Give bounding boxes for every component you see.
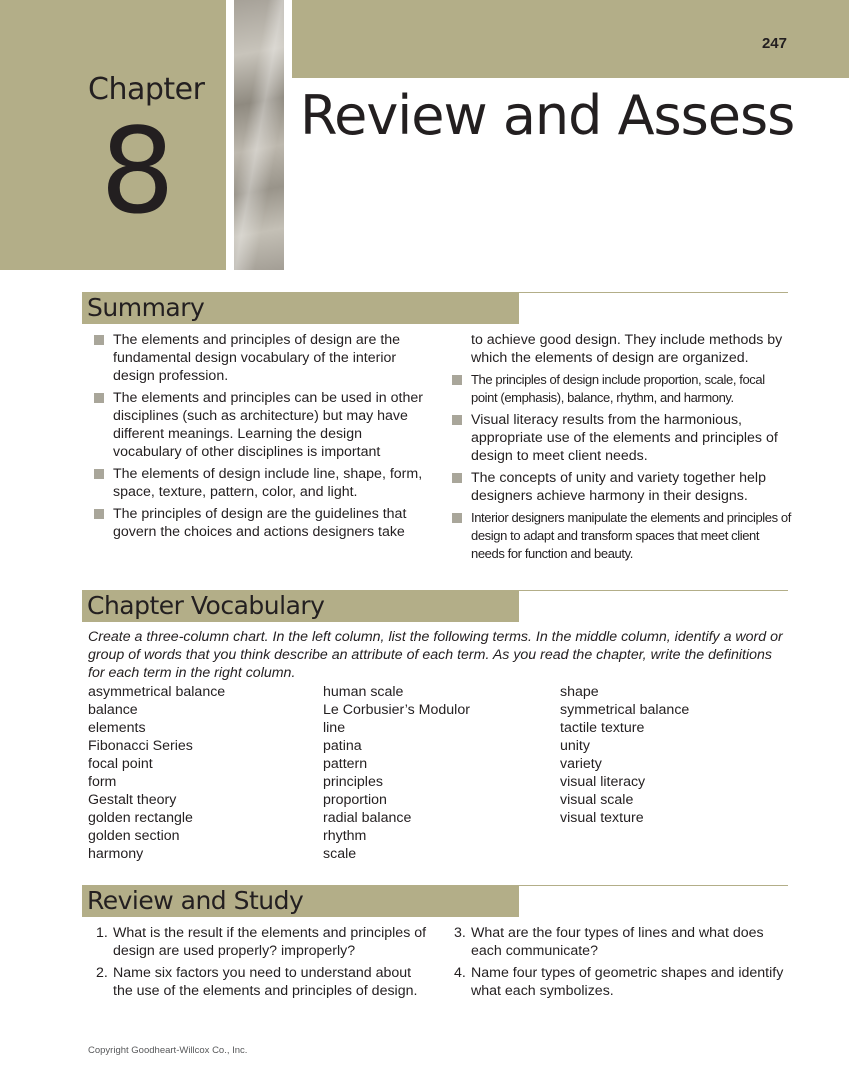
bullet-square-icon [94,335,104,345]
vocab-term: visual texture [560,810,644,826]
vocab-term: patina [323,738,362,754]
chapter-number: 8 [100,102,176,240]
vocab-term: human scale [323,684,404,700]
summary-heading: Summary [82,292,519,324]
vocab-term: visual scale [560,792,634,808]
review-left-column [88,924,433,1004]
bullet-square-icon [94,509,104,519]
vocab-term: form [88,774,117,790]
vocab-term: rhythm [323,828,367,844]
summary-bullet: The elements of design include line, shape, form, space, texture, pattern, color, and light. [88,465,428,501]
marble-image-strip [234,0,284,270]
vocab-term: Gestalt theory [88,792,177,808]
summary-bullet: The elements and principles can be used in other disciplines (such as architecture) but may have different meanings. Learning the design vocabulary of other disciplines is important [88,389,428,461]
question-number: 1. [96,925,108,941]
vocab-term: asymmetrical balance [88,684,226,700]
summary-left-column [88,331,428,545]
vocab-term: harmony [88,846,144,862]
copyright-notice: Copyright Goodheart-Willcox Co., Inc. [88,1045,248,1056]
summary-bullet: Interior designers manipulate the elements and principles of design to adapt and transform spaces that meet client needs for function and beauty. [446,509,791,563]
question-number: 4. [454,965,466,981]
vocab-term: radial balance [323,810,412,826]
vocabulary-heading: Chapter Vocabulary [82,590,519,622]
review-question: 2. Name six factors you need to understand about the use of the elements and principles of design. [96,965,418,999]
vocab-term: focal point [88,756,153,772]
vocabulary-instructions: Create a three-column chart. In the left column, list the following terms. In the middle column, identify a word or group of words that you think describe an attribute of each term. As you read the chapter, write the definitions for each term in the right column. [88,629,783,681]
vocab-term: tactile texture [560,720,645,736]
vocab-term: Fibonacci Series [88,738,193,754]
vocab-term: line [323,720,346,736]
summary-bullet: The principles of design are the guidelines that govern the choices and actions designers take [88,505,428,541]
vocab-term: Le Corbusier’s Modulor [323,702,470,718]
vocab-term: visual literacy [560,774,646,790]
vocabulary-column-2 [323,683,470,863]
summary-continuation: to achieve good design. They include methods by which the elements of design are organized. [471,332,783,366]
review-question: 4. Name four types of geometric shapes and identify what each symbolizes. [454,965,784,999]
summary-bullet: The elements and principles of design are the fundamental design vocabulary of the interior design profession. [88,331,428,385]
bullet-square-icon [94,469,104,479]
vocab-term: unity [560,738,590,754]
vocab-term: elements [88,720,146,736]
review-question: 1. What is the result if the elements and principles of design are used properly? improperly? [96,925,427,959]
vocabulary-column-3 [560,683,689,827]
vocab-term: golden section [88,828,180,844]
question-number: 2. [96,965,108,981]
bullet-square-icon [452,415,462,425]
summary-right-column [446,331,791,567]
bullet-square-icon [94,393,104,403]
page-title: Review and Assess [300,84,795,147]
review-right-column [446,924,791,1004]
chapter-label: Chapter [88,72,205,107]
review-heading: Review and Study [82,885,519,917]
vocab-term: scale [323,846,357,862]
summary-bullet: The principles of design include proportion, scale, focal point (emphasis), balance, rhythm, and harmony. [446,371,791,407]
summary-bullet: Visual literacy results from the harmonious, appropriate use of the elements and principles of design to meet client needs. [446,411,791,465]
vocab-term: golden rectangle [88,810,193,826]
bullet-square-icon [452,473,462,483]
bullet-square-icon [452,375,462,385]
summary-bullet: The concepts of unity and variety together help designers achieve harmony in their designs. [446,469,791,505]
vocab-term: pattern [323,756,368,772]
question-number: 3. [454,925,466,941]
vocabulary-column-1 [88,683,225,863]
vocab-term: variety [560,756,602,772]
vocab-term: principles [323,774,383,790]
review-question: 3. What are the four types of lines and what does each communicate? [454,925,764,959]
bullet-square-icon [452,513,462,523]
vocab-term: balance [88,702,138,718]
vocab-term: proportion [323,792,387,808]
vocab-term: shape [560,684,599,700]
page-number: 247 [761,35,787,52]
vocab-term: symmetrical balance [560,702,690,718]
